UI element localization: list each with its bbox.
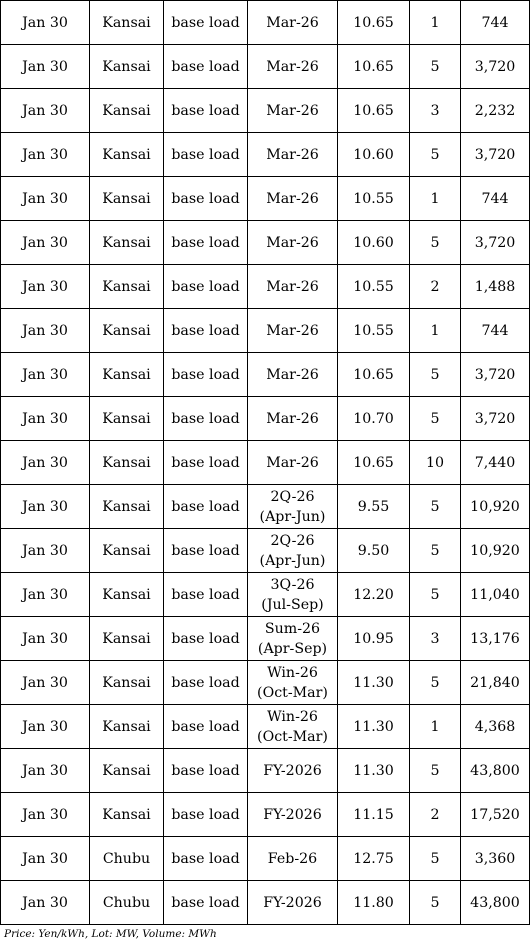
area-cell: Kansai xyxy=(90,573,164,617)
table-row xyxy=(1,221,530,265)
table-row xyxy=(1,881,530,925)
price-cell: 10.60 xyxy=(338,133,410,177)
area-cell: Kansai xyxy=(90,265,164,309)
lot-cell: 1 xyxy=(410,177,461,221)
area-cell: Kansai xyxy=(90,749,164,793)
lot-cell: 5 xyxy=(410,221,461,265)
area-cell: Kansai xyxy=(90,45,164,89)
delivery-period-cell xyxy=(248,793,338,837)
delivery-period-line: (Oct-Mar) xyxy=(257,684,328,701)
delivery-period-cell xyxy=(248,353,338,397)
trade-date-cell: Jan 30 xyxy=(1,573,90,617)
lot-cell: 5 xyxy=(410,881,461,925)
load-type-cell: base load xyxy=(164,441,248,485)
lot-cell: 5 xyxy=(410,485,461,529)
price-cell: 10.55 xyxy=(338,265,410,309)
load-type-cell: base load xyxy=(164,661,248,705)
delivery-period-cell xyxy=(248,309,338,353)
area-cell: Chubu xyxy=(90,881,164,925)
delivery-period-line: Mar-26 xyxy=(266,366,319,383)
delivery-period-line: FY-2026 xyxy=(263,762,322,779)
volume-cell: 17,520 xyxy=(461,793,530,837)
table-row xyxy=(1,265,530,309)
trade-date-cell: Jan 30 xyxy=(1,1,90,45)
delivery-period-line: Feb-26 xyxy=(267,850,318,867)
delivery-period-line: 2Q-26 xyxy=(270,532,315,549)
lot-cell: 5 xyxy=(410,661,461,705)
delivery-period-line: Mar-26 xyxy=(266,58,319,75)
table-row xyxy=(1,529,530,573)
volume-cell: 744 xyxy=(461,1,530,45)
load-type-cell: base load xyxy=(164,221,248,265)
lot-cell: 5 xyxy=(410,353,461,397)
delivery-period-line: (Apr-Sep) xyxy=(257,640,328,657)
price-cell: 10.60 xyxy=(338,221,410,265)
table-row xyxy=(1,441,530,485)
delivery-period-line: Mar-26 xyxy=(266,234,319,251)
delivery-period-cell xyxy=(248,485,338,529)
price-cell: 10.65 xyxy=(338,441,410,485)
trade-date-cell: Jan 30 xyxy=(1,705,90,749)
delivery-period-cell xyxy=(248,45,338,89)
table-row xyxy=(1,617,530,661)
volume-cell: 10,920 xyxy=(461,529,530,573)
delivery-period-line: Mar-26 xyxy=(266,190,319,207)
delivery-period-cell xyxy=(248,397,338,441)
lot-cell: 5 xyxy=(410,45,461,89)
load-type-cell: base load xyxy=(164,881,248,925)
lot-cell: 1 xyxy=(410,309,461,353)
lot-cell: 5 xyxy=(410,133,461,177)
table-row xyxy=(1,661,530,705)
volume-cell: 4,368 xyxy=(461,705,530,749)
volume-cell: 21,840 xyxy=(461,661,530,705)
price-cell: 11.30 xyxy=(338,705,410,749)
volume-cell: 3,720 xyxy=(461,353,530,397)
delivery-period-cell xyxy=(248,265,338,309)
delivery-period-cell xyxy=(248,529,338,573)
delivery-period-line: Mar-26 xyxy=(266,454,319,471)
table-row xyxy=(1,837,530,881)
load-type-cell: base load xyxy=(164,793,248,837)
volume-cell: 3,360 xyxy=(461,837,530,881)
trade-date-cell: Jan 30 xyxy=(1,397,90,441)
delivery-period-line: Win-26 xyxy=(267,664,318,681)
price-cell: 11.15 xyxy=(338,793,410,837)
delivery-period-cell xyxy=(248,881,338,925)
trade-date-cell: Jan 30 xyxy=(1,793,90,837)
area-cell: Kansai xyxy=(90,309,164,353)
delivery-period-line: Mar-26 xyxy=(266,102,319,119)
trade-date-cell: Jan 30 xyxy=(1,617,90,661)
trade-date-cell: Jan 30 xyxy=(1,221,90,265)
load-type-cell: base load xyxy=(164,705,248,749)
delivery-period-line: 2Q-26 xyxy=(270,488,315,505)
delivery-period-line: FY-2026 xyxy=(263,894,322,911)
delivery-period-cell xyxy=(248,89,338,133)
delivery-period-line: Mar-26 xyxy=(266,322,319,339)
load-type-cell: base load xyxy=(164,89,248,133)
delivery-period-cell xyxy=(248,133,338,177)
load-type-cell: base load xyxy=(164,45,248,89)
lot-cell: 5 xyxy=(410,837,461,881)
lot-cell: 10 xyxy=(410,441,461,485)
volume-cell: 2,232 xyxy=(461,89,530,133)
trade-date-cell: Jan 30 xyxy=(1,133,90,177)
delivery-period-cell xyxy=(248,221,338,265)
volume-cell: 3,720 xyxy=(461,133,530,177)
area-cell: Kansai xyxy=(90,221,164,265)
volume-cell: 744 xyxy=(461,177,530,221)
price-cell: 11.30 xyxy=(338,749,410,793)
price-cell: 10.65 xyxy=(338,45,410,89)
load-type-cell: base load xyxy=(164,749,248,793)
delivery-period-line: 3Q-26 xyxy=(270,576,315,593)
load-type-cell: base load xyxy=(164,529,248,573)
volume-cell: 43,800 xyxy=(461,881,530,925)
lot-cell: 5 xyxy=(410,749,461,793)
volume-cell: 43,800 xyxy=(461,749,530,793)
price-cell: 10.70 xyxy=(338,397,410,441)
area-cell: Kansai xyxy=(90,89,164,133)
lot-cell: 3 xyxy=(410,617,461,661)
load-type-cell: base load xyxy=(164,265,248,309)
delivery-period-line: (Oct-Mar) xyxy=(257,728,328,745)
load-type-cell: base load xyxy=(164,353,248,397)
volume-cell: 1,488 xyxy=(461,265,530,309)
delivery-period-line: Mar-26 xyxy=(266,278,319,295)
load-type-cell: base load xyxy=(164,485,248,529)
table-row xyxy=(1,793,530,837)
lot-cell: 2 xyxy=(410,793,461,837)
trade-date-cell: Jan 30 xyxy=(1,881,90,925)
area-cell: Chubu xyxy=(90,837,164,881)
price-cell: 10.65 xyxy=(338,353,410,397)
lot-cell: 5 xyxy=(410,529,461,573)
delivery-period-line: FY-2026 xyxy=(263,806,322,823)
table-row xyxy=(1,309,530,353)
price-cell: 9.55 xyxy=(338,485,410,529)
delivery-period-line: Sum-26 xyxy=(264,620,321,637)
price-cell: 9.50 xyxy=(338,529,410,573)
trade-date-cell: Jan 30 xyxy=(1,265,90,309)
area-cell: Kansai xyxy=(90,705,164,749)
area-cell: Kansai xyxy=(90,529,164,573)
volume-cell: 11,040 xyxy=(461,573,530,617)
area-cell: Kansai xyxy=(90,353,164,397)
table-row xyxy=(1,397,530,441)
table-row xyxy=(1,705,530,749)
delivery-period-line: (Apr-Jun) xyxy=(259,552,326,569)
lot-cell: 5 xyxy=(410,397,461,441)
volume-cell: 10,920 xyxy=(461,485,530,529)
units-footnote: Price: Yen/kWh, Lot: MW, Volume: MWh xyxy=(4,928,217,940)
trade-date-cell: Jan 30 xyxy=(1,837,90,881)
trades-table-body xyxy=(1,1,530,925)
area-cell: Kansai xyxy=(90,485,164,529)
delivery-period-cell xyxy=(248,661,338,705)
delivery-period-line: Mar-26 xyxy=(266,14,319,31)
trade-date-cell: Jan 30 xyxy=(1,177,90,221)
area-cell: Kansai xyxy=(90,1,164,45)
delivery-period-cell xyxy=(248,1,338,45)
table-row xyxy=(1,749,530,793)
table-row xyxy=(1,573,530,617)
load-type-cell: base load xyxy=(164,617,248,661)
price-cell: 10.95 xyxy=(338,617,410,661)
price-cell: 10.65 xyxy=(338,1,410,45)
area-cell: Kansai xyxy=(90,617,164,661)
delivery-period-cell xyxy=(248,441,338,485)
area-cell: Kansai xyxy=(90,133,164,177)
delivery-period-line: (Apr-Jun) xyxy=(259,508,326,525)
table-row xyxy=(1,133,530,177)
trade-date-cell: Jan 30 xyxy=(1,309,90,353)
trade-date-cell: Jan 30 xyxy=(1,749,90,793)
load-type-cell: base load xyxy=(164,1,248,45)
price-cell: 12.20 xyxy=(338,573,410,617)
price-cell: 11.30 xyxy=(338,661,410,705)
delivery-period-line: Mar-26 xyxy=(266,410,319,427)
price-cell: 11.80 xyxy=(338,881,410,925)
trade-date-cell: Jan 30 xyxy=(1,45,90,89)
trade-date-cell: Jan 30 xyxy=(1,89,90,133)
table-row xyxy=(1,45,530,89)
load-type-cell: base load xyxy=(164,573,248,617)
delivery-period-cell xyxy=(248,749,338,793)
delivery-period-cell xyxy=(248,177,338,221)
load-type-cell: base load xyxy=(164,837,248,881)
lot-cell: 1 xyxy=(410,705,461,749)
load-type-cell: base load xyxy=(164,177,248,221)
table-row xyxy=(1,177,530,221)
delivery-period-cell xyxy=(248,617,338,661)
delivery-period-line: Mar-26 xyxy=(266,146,319,163)
volume-cell: 3,720 xyxy=(461,397,530,441)
area-cell: Kansai xyxy=(90,441,164,485)
delivery-period-line: Win-26 xyxy=(267,708,318,725)
table-row xyxy=(1,485,530,529)
load-type-cell: base load xyxy=(164,397,248,441)
trade-date-cell: Jan 30 xyxy=(1,441,90,485)
area-cell: Kansai xyxy=(90,397,164,441)
price-cell: 10.65 xyxy=(338,89,410,133)
delivery-period-cell xyxy=(248,837,338,881)
table-row xyxy=(1,1,530,45)
area-cell: Kansai xyxy=(90,793,164,837)
lot-cell: 1 xyxy=(410,1,461,45)
volume-cell: 7,440 xyxy=(461,441,530,485)
trade-date-cell: Jan 30 xyxy=(1,485,90,529)
volume-cell: 13,176 xyxy=(461,617,530,661)
volume-cell: 3,720 xyxy=(461,45,530,89)
area-cell: Kansai xyxy=(90,177,164,221)
price-cell: 10.55 xyxy=(338,177,410,221)
volume-cell: 744 xyxy=(461,309,530,353)
delivery-period-cell xyxy=(248,705,338,749)
trade-date-cell: Jan 30 xyxy=(1,353,90,397)
table-row xyxy=(1,89,530,133)
trade-date-cell: Jan 30 xyxy=(1,661,90,705)
price-cell: 10.55 xyxy=(338,309,410,353)
delivery-period-cell xyxy=(248,573,338,617)
price-cell: 12.75 xyxy=(338,837,410,881)
area-cell: Kansai xyxy=(90,661,164,705)
lot-cell: 5 xyxy=(410,573,461,617)
lot-cell: 2 xyxy=(410,265,461,309)
table-row xyxy=(1,353,530,397)
trade-date-cell: Jan 30 xyxy=(1,529,90,573)
lot-cell: 3 xyxy=(410,89,461,133)
load-type-cell: base load xyxy=(164,133,248,177)
volume-cell: 3,720 xyxy=(461,221,530,265)
load-type-cell: base load xyxy=(164,309,248,353)
delivery-period-line: (Jul-Sep) xyxy=(261,596,324,613)
